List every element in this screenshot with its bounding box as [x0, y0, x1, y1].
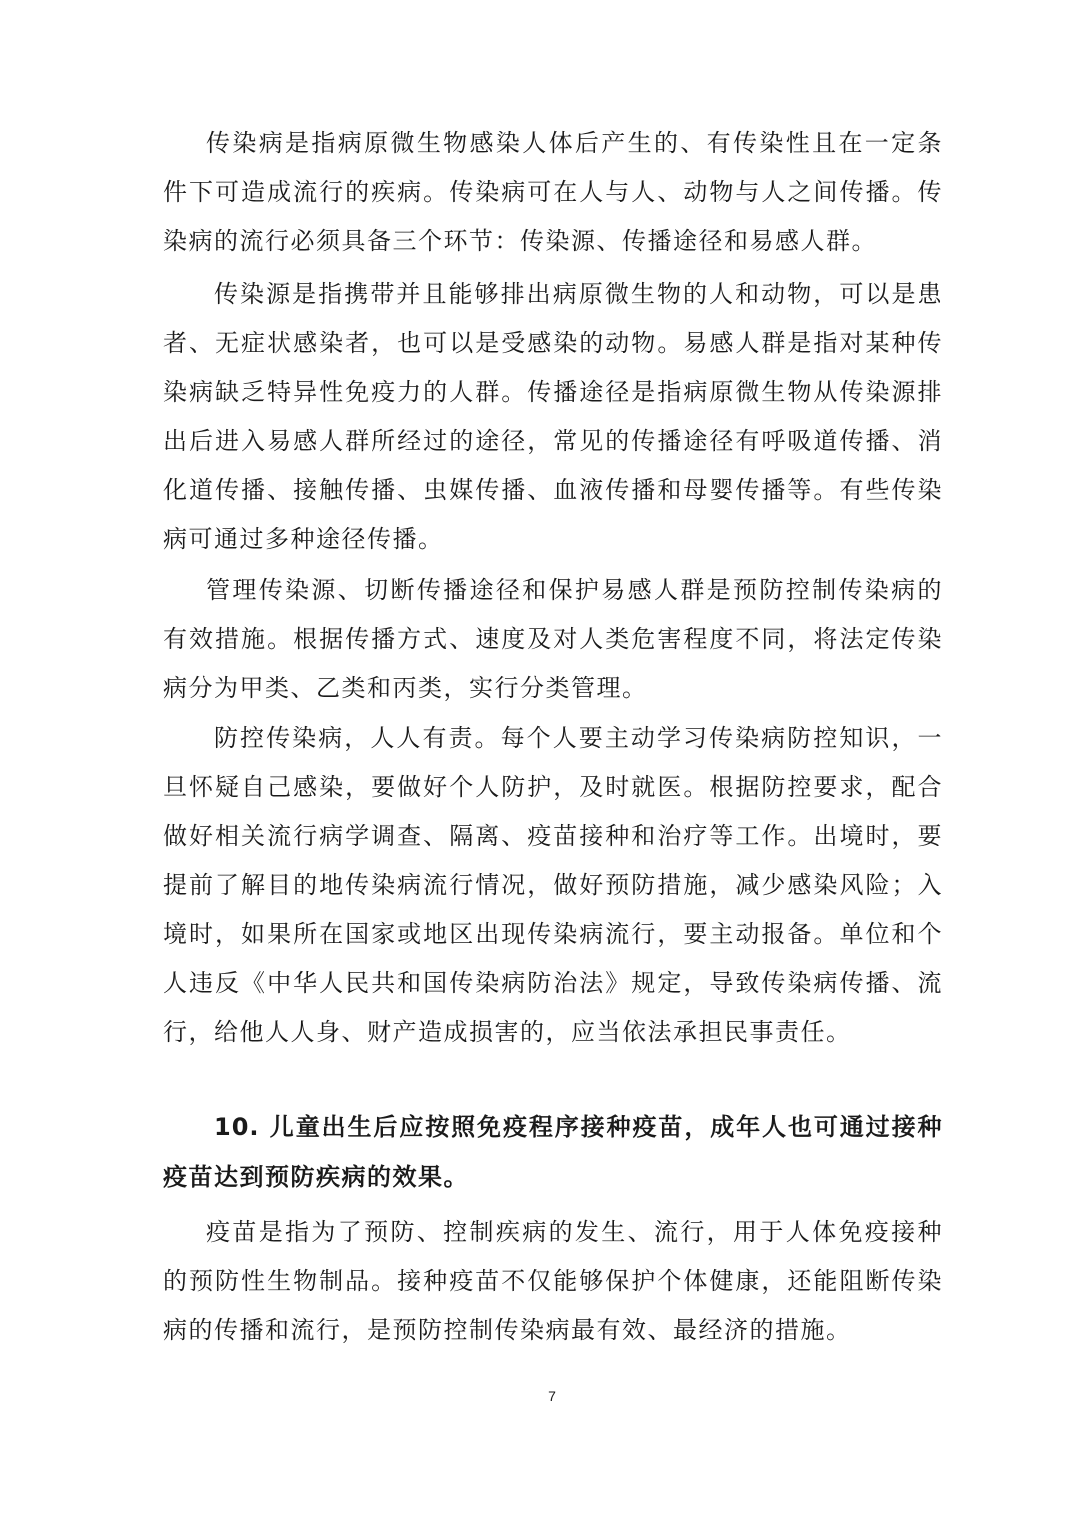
paragraph-prevention-measures: 管理传染源、切断传播途径和保护易感人群是预防控制传染病的有效措施。根据传播方式、速度及对人类危害程度不同，将法定传染病分为甲类、乙类和丙类，实行分类管理。 — [163, 576, 943, 702]
paragraph-vaccine-definition: 疫苗是指为了预防、控制疾病的发生、流行，用于人体免疫接种的预防性生物制品。接种疫苗不仅能够保护个体健康，还能阻断传染病的传播和流行，是预防控制传染病最有效、最经济的措施。 — [163, 1218, 943, 1344]
paragraph-transmission-elements: 传染源是指携带并且能够排出病原微生物的人和动物，可以是患者、无症状感染者，也可以是受感染的动物。易感人群是指对某种传染病缺乏特异性免疫力的人群。传播途径是指病原微生物从传染源排出后进入易感人群所经过的途径，常见的传播途径有呼吸道传播、消化道传播、接触传播、虫媒传播、血液传播和母婴传播等。有些传染病可通过多种途径传播。 — [163, 280, 943, 553]
paragraph-infectious-disease-definition: 传染病是指病原微生物感染人体后产生的、有传染性且在一定条件下可造成流行的疾病。传染病可在人与人、动物与人之间传播。传染病的流行必须具备三个环节：传染源、传播途径和易感人群。 — [163, 129, 943, 255]
section-heading-10 — [163, 1102, 943, 1201]
section-heading-text: 儿童出生后应按照免疫程序接种疫苗，成年人也可通过接种疫苗达到预防疾病的效果。 — [163, 1112, 943, 1191]
paragraph-personal-responsibility: 防控传染病，人人有责。每个人要主动学习传染病防控知识，一旦怀疑自己感染，要做好个人防护，及时就医。根据防控要求，配合做好相关流行病学调查、隔离、疫苗接种和治疗等工作。出境时，要提前了解目的地传染病流行情况，做好预防措施，减少感染风险；入境时，如果所在国家或地区出现传染病流行，要主动报备。单位和个人违反《中华人民共和国传染病防治法》规定，导致传染病传播、流行，给他人人身、财产造成损害的，应当依法承担民事责任。 — [163, 724, 943, 1046]
page-number: 7 — [548, 1388, 556, 1404]
section-number: 10. — [214, 1113, 260, 1141]
